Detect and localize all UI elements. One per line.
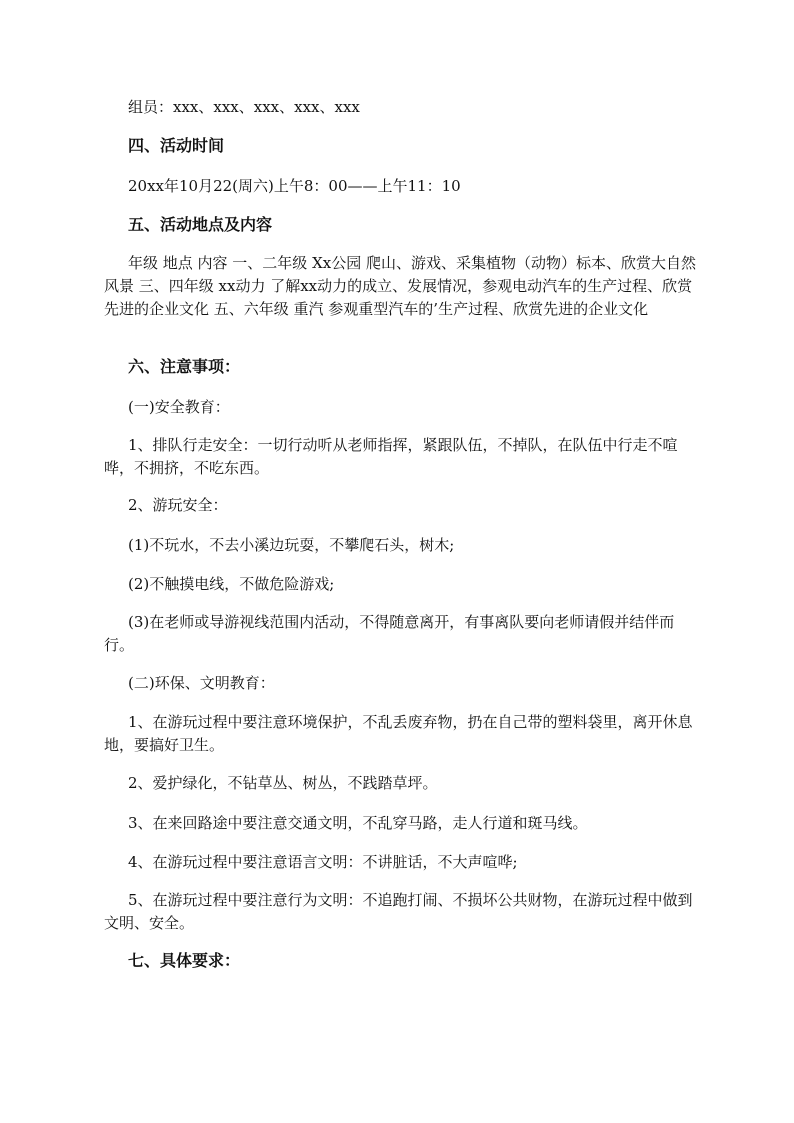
section-6-heading: 六、注意事项： [128,357,241,376]
section-5-heading: 五、活动地点及内容 [128,215,273,234]
activity-time: 20xx年10月22(周六)上午8：00——上午11：10 [128,177,461,195]
safety-item-1: 1、排队行走安全：一切行动听从老师指挥，紧跟队伍，不掉队，在队伍中行走不喧哗，不拥挤，不吃东西。 [104,436,678,477]
environment-item-4: 4、在游玩过程中要注意语言文明：不讲脏话，不大声喧哗; [128,853,518,871]
environment-item-3: 3、在来回路途中要注意交通文明，不乱穿马路，走人行道和斑马线。 [128,814,588,832]
environment-education-title: (二)环保、文明教育： [128,674,275,692]
safety-item-2: 2、游玩安全： [128,496,228,514]
safety-education-title: (一)安全教育： [128,398,230,416]
safety-item-2-3: (3)在老师或导游视线范围内活动，不得随意离开，有事离队要向老师请假并结伴而行。 [104,613,675,654]
environment-item-1: 1、在游玩过程中要注意环境保护，不乱丢废弃物，扔在自己带的塑料袋里，离开休息地，要搞好卫生。 [104,713,693,754]
section-4-heading: 四、活动时间 [128,136,225,155]
section-7-heading: 七、具体要求： [128,951,241,970]
safety-item-2-1: (1)不玩水，不去小溪边玩耍，不攀爬石头，树木; [128,536,455,554]
safety-item-2-2: (2)不触摸电线，不做危险游戏; [128,575,335,593]
members-line: 组员：xxx、xxx、xxx、xxx、xxx [128,98,360,116]
environment-item-5: 5、在游玩过程中要注意行为文明：不追跑打闹、不损坏公共财物，在游玩过程中做到文明、安全。 [104,891,693,932]
location-content-paragraph: 年级 地点 内容 一、二年级 Xx公园 爬山、游戏、采集植物（动物）标本、欣赏大自然风景 三、四年级 xx动力 了解xx动力的成立、发展情况，参观电动汽车的生产过程、欣赏先进的企业文化 五、六年级 重汽 参观重型汽车的’生产过程、欣赏先进的企业文化 [104,254,696,318]
environment-item-2: 2、爱护绿化，不钻草丛、树丛，不践踏草坪。 [128,774,438,792]
